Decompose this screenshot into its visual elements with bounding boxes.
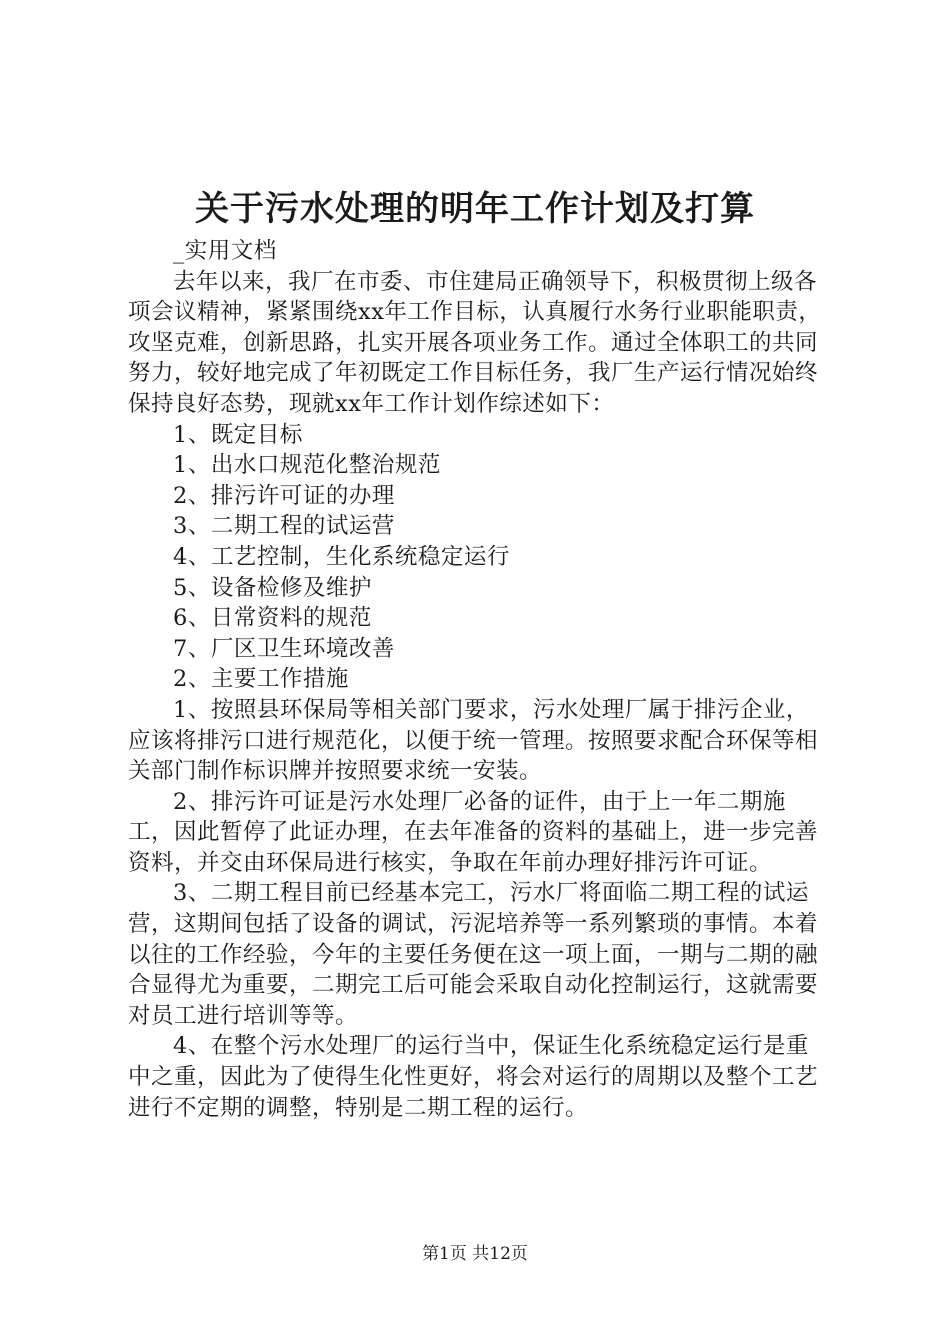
- list-item: 4、工艺控制，生化系统稳定运行: [173, 543, 510, 570]
- document-body: [128, 236, 828, 1123]
- list-item: 7、厂区卫生环境改善: [173, 635, 395, 662]
- section-heading-goals: 1、既定目标: [173, 421, 303, 448]
- list-item: 2、排污许可证的办理: [173, 482, 395, 509]
- page-number-footer: 第1页 共12页: [422, 1244, 528, 1264]
- paragraph-subtitle: _实用文档: [173, 238, 277, 264]
- document-title: 关于污水处理的明年工作计划及打算: [195, 189, 755, 229]
- paragraph-measure-2: 2、排污许可证是污水处理厂必备的证件，由于上一年二期施工，因此暂停了此证办理，在去年准备的资料的基础上，进一步完善资料，并交由环保局进行核实，争取在年前办理好排污许可证。: [128, 788, 819, 876]
- paragraph-measure-3: 3、二期工程目前已经基本完工，污水厂将面临二期工程的试运营，这期间包括了设备的调试，污泥培养等一系列繁琐的事情。本着以往的工作经验，今年的主要任务便在这一项上面，一期与二期的融合显得尤为重要，二期完工后可能会采取自动化控制运行，这就需要对员工进行培训等等。: [128, 880, 819, 1029]
- list-item: 5、设备检修及维护: [173, 574, 372, 601]
- list-item: 3、二期工程的试运营: [173, 513, 395, 540]
- paragraph-measure-4: 4、在整个污水处理厂的运行当中，保证生化系统稳定运行是重中之重，因此为了使得生化性更好，将会对运行的周期以及整个工艺进行不定期的调整，特别是二期工程的运行。: [128, 1033, 819, 1121]
- section-heading-measures: 2、主要工作措施: [173, 666, 349, 693]
- paragraph-intro: 去年以来，我厂在市委、市住建局正确领导下，积极贯彻上级各项会议精神，紧紧围绕xx年工作目标，认真履行水务行业职能职责，攻坚克难，创新思路，扎实开展各项业务工作。通过全体职工的共同努力，较好地完成了年初既定工作目标任务，我厂生产运行情况始终保持良好态势，现就xx年工作计划作综述如下：: [128, 268, 822, 417]
- list-item: 1、出水口规范化整治规范: [173, 452, 441, 479]
- paragraph-measure-1: 1、按照县环保局等相关部门要求，污水处理厂属于排污企业，应该将排污口进行规范化，以便于统一管理。按照要求配合环保等相关部门制作标识牌并按照要求统一安装。: [128, 696, 819, 785]
- list-item: 6、日常资料的规范: [173, 605, 372, 632]
